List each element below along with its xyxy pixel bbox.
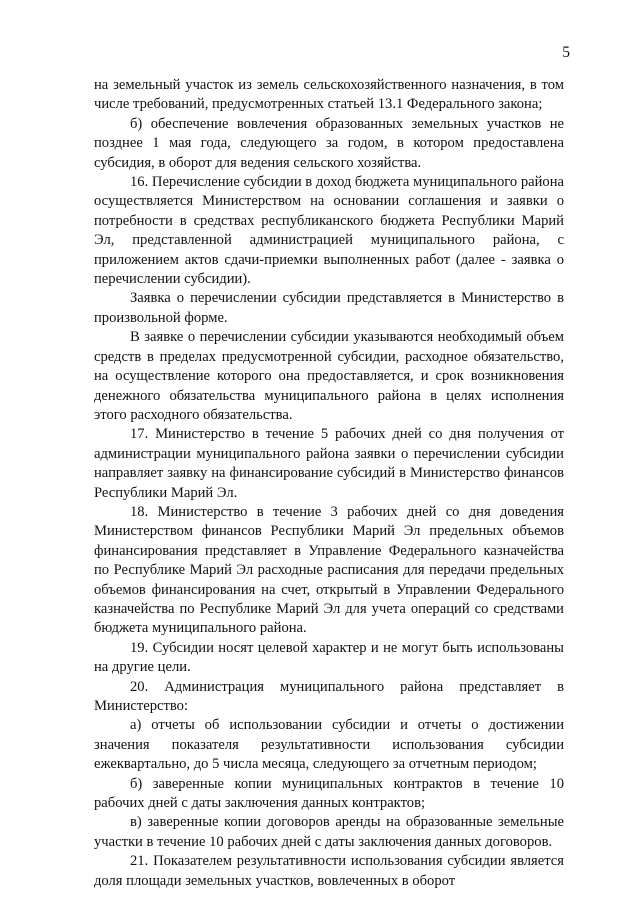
paragraph-17: 17. Министерство в течение 5 рабочих дней со дня получения от администрации муниципального района заявки о перечислении субсидии направляет заявку на финансирование субсидий в Министерство финансов Республики Марий Эл. bbox=[94, 426, 564, 501]
paragraph-20-item-b: б) заверенные копии муниципальных контрактов в течение 10 рабочих дней с даты заключения данных контрактов; bbox=[94, 775, 564, 812]
paragraph-21: 21. Показателем результативности использования субсидии является доля площади земельных участков, вовлеченных в оборот bbox=[94, 853, 564, 889]
paragraph-20-item-a: а) отчеты об использовании субсидии и отчеты о достижении значения показателя результативности использования субсидии ежеквартально, до 5 числа месяца, следующего за отчетным периодом; bbox=[94, 717, 564, 773]
page-number: 5 bbox=[562, 44, 570, 61]
paragraph-request-form: Заявка о перечислении субсидии представляется в Министерство в произвольной форме. bbox=[94, 290, 564, 326]
paragraph-20: 20. Администрация муниципального района представляет в Министерство: bbox=[94, 678, 564, 714]
paragraph-19: 19. Субсидии носят целевой характер и не могут быть использованы на другие цели. bbox=[94, 639, 564, 676]
paragraph-item-b: б) обеспечение вовлечения образованных земельных участков не позднее 1 мая года, следующего за годом, в котором предоставлена субсидия, в оборот для ведения сельского хозяйства. bbox=[94, 115, 564, 171]
paragraph-20-item-c: в) заверенные копии договоров аренды на образованные земельные участки в течение 10 рабочих дней с даты заключения данных договоров. bbox=[94, 814, 564, 850]
document-body bbox=[94, 76, 564, 891]
paragraph-16: 16. Перечисление субсидии в доход бюджета муниципального района осуществляется Министерством на основании соглашения и заявки о потребности в средствах республиканского бюджета Республики Марий Эл, представленной администрацией муниципального района, с приложением актов сдачи-приемки выполненных работ (далее - заявка о перечислении субсидии). bbox=[94, 174, 564, 288]
paragraph-18: 18. Министерство в течение 3 рабочих дней со дня доведения Министерством финансов Республики Марий Эл предельных объемов финансирования представляет в Управление Федерального казначейства по Республике Марий Эл расходные расписания для передачи предельных объемов финансирования на счет, открытый в Управлении Федерального казначейства по Республике Марий Эл для учета операций со средствами бюджета муниципального района. bbox=[94, 503, 564, 637]
paragraph-continuation: на земельный участок из земель сельскохозяйственного назначения, в том числе требований, предусмотренных статьей 13.1 Федерального закона; bbox=[94, 77, 564, 113]
paragraph-request-contents: В заявке о перечислении субсидии указываются необходимый объем средств в пределах предусмотренной субсидии, расходное обязательство, на осуществление которого она предоставляется, и срок возникновения денежного обязательства муниципального района в целях исполнения этого расходного обязательства. bbox=[94, 329, 564, 423]
